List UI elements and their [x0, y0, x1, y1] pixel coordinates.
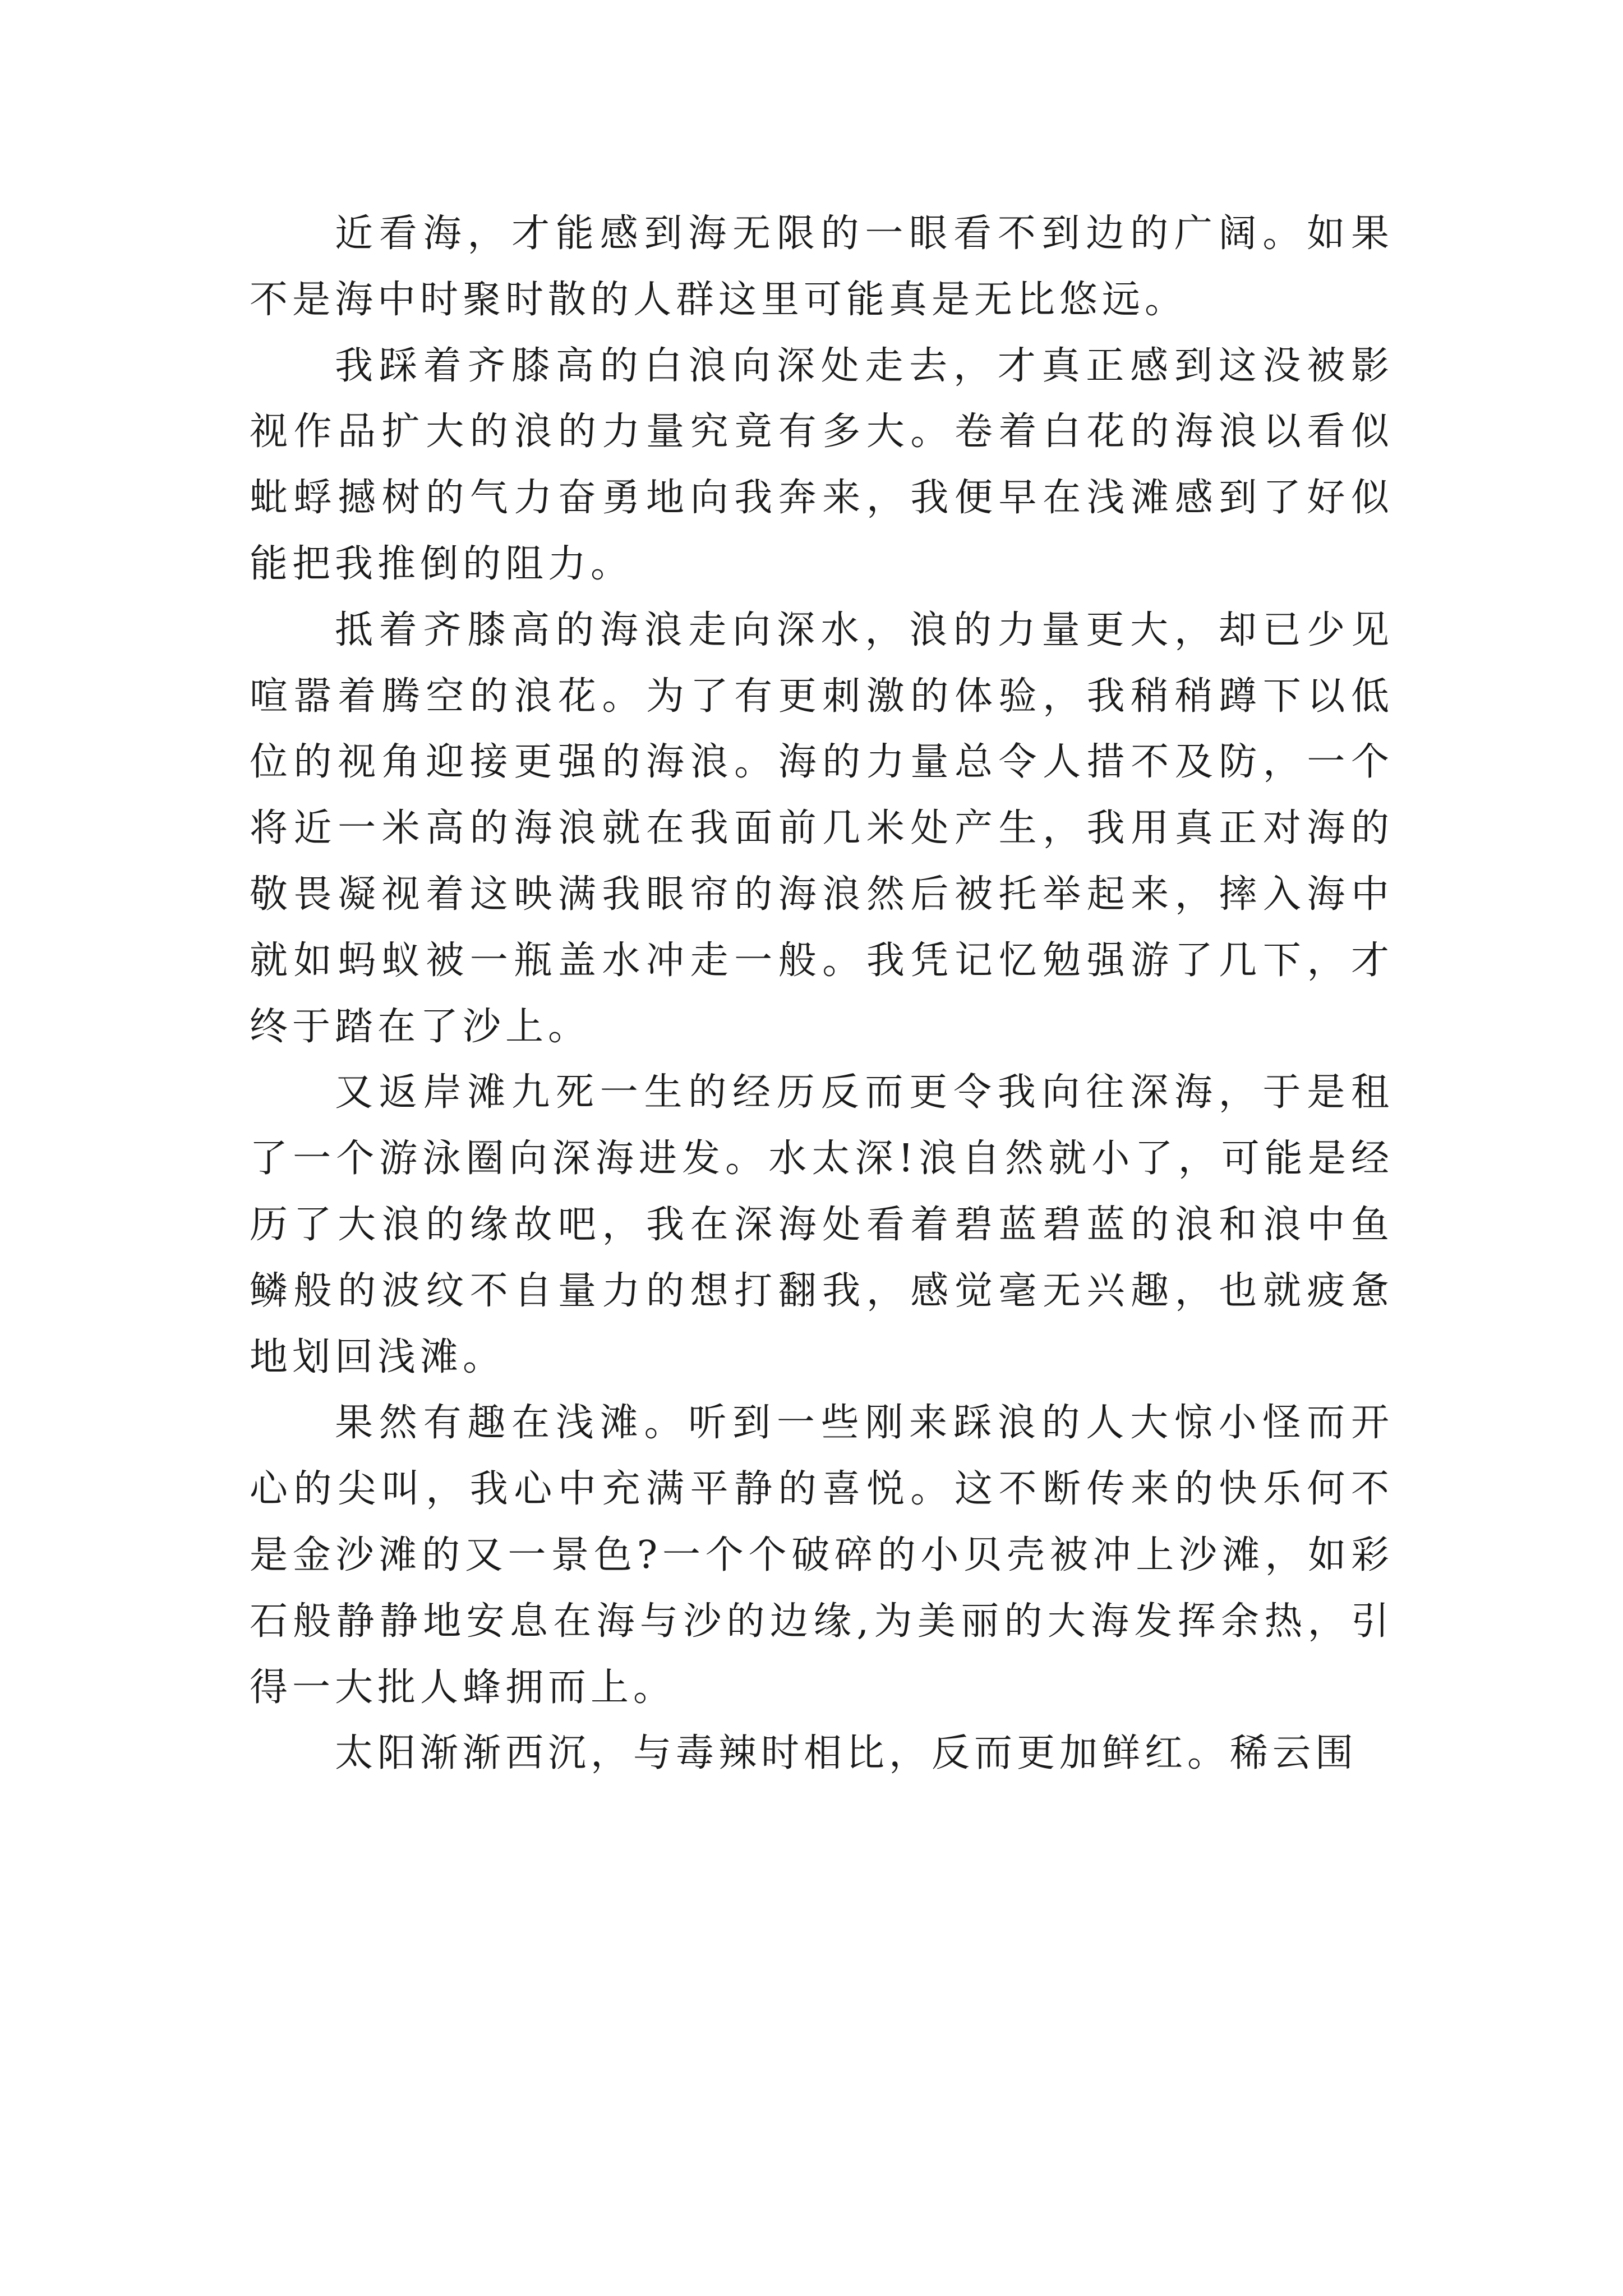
paragraph-4: 又返岸滩九死一生的经历反而更令我向往深海，于是租了一个游泳圈向深海进发。水太深!浪自然就小了，可能是经历了大浪的缘故吧，我在深海处看着碧蓝碧蓝的浪和浪中鱼鳞般的波纹不自量力的想打翻我，感觉毫无兴趣，也就疲惫地划回浅滩。 — [250, 1070, 1394, 1379]
paragraph-3: 抵着齐膝高的海浪走向深水，浪的力量更大，却已少见喧嚣着腾空的浪花。为了有更刺激的体验，我稍稍蹲下以低位的视角迎接更强的海浪。海的力量总令人措不及防，一个将近一米高的海浪就在我面前几米处产生，我用真正对海的敬畏凝视着这映满我眼帘的海浪然后被托举起来，摔入海中就如蚂蚁被一瓶盖水冲走一般。我凭记忆勉强游了几下，才终于踏在了沙上。 — [250, 608, 1394, 1049]
paragraph-5: 果然有趣在浅滩。听到一些刚来踩浪的人大惊小怪而开心的尖叫，我心中充满平静的喜悦。这不断传来的快乐何不是金沙滩的又一景色?一个个破碎的小贝壳被冲上沙滩，如彩石般静静地安息在海与沙的边缘,为美丽的大海发挥余热，引得一大批人蜂拥而上。 — [250, 1401, 1394, 1710]
document-body — [250, 201, 1394, 1787]
paragraph-1: 近看海，才能感到海无限的一眼看不到边的广阔。如果不是海中时聚时散的人群这里可能真是无比悠远。 — [250, 211, 1394, 322]
paragraph-2: 我踩着齐膝高的白浪向深处走去，才真正感到这没被影视作品扩大的浪的力量究竟有多大。卷着白花的海浪以看似蚍蜉撼树的气力奋勇地向我奔来，我便早在浅滩感到了好似能把我推倒的阻力。 — [250, 343, 1394, 586]
paragraph-6: 太阳渐渐西沉，与毒辣时相比，反而更加鲜红。稀云围 — [335, 1731, 1358, 1776]
